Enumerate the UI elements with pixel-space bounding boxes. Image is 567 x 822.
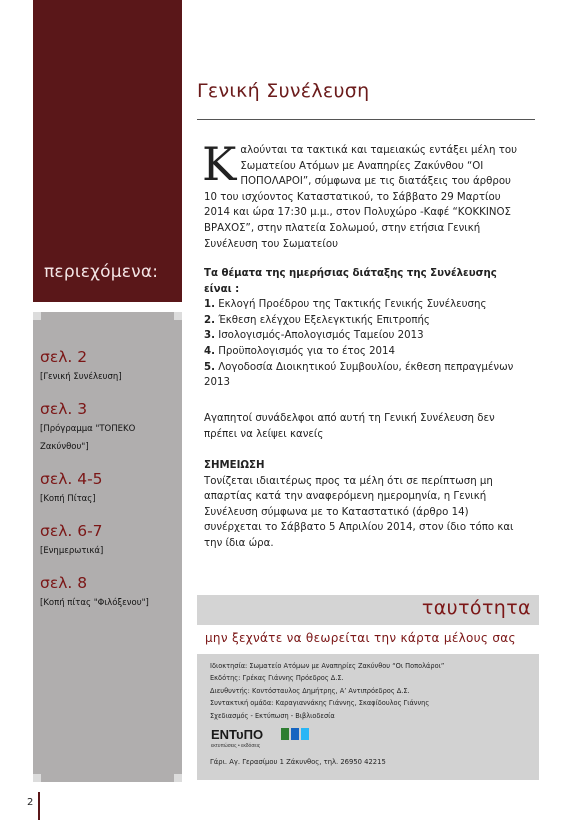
credit-line: Ιδιοκτησία: Σωματείο Ατόμων με Αναπηρίες Ζακύνθου “Οι Ποπολάροι”	[210, 662, 445, 670]
agenda-number: 3.	[204, 330, 215, 342]
agenda-number: 1.	[204, 299, 215, 311]
identity-subtitle: μην ξεχνάτε να θεωρείται την κάρτα μέλους σας	[205, 631, 516, 645]
printer-address: Γάρι. Αγ. Γερασίμου 1 Ζάκυνθος, τηλ. 26950 42215	[210, 758, 386, 766]
toc-description: [Κοπή Πίτας]	[40, 494, 96, 504]
credits-list	[210, 660, 530, 722]
page-number: 2	[27, 797, 34, 808]
toc-description: [Κοπή πίτας "Φιλόξενου"]	[40, 598, 149, 608]
toc-item[interactable]	[40, 522, 178, 560]
toc-item[interactable]	[40, 574, 178, 612]
article-intro	[202, 137, 518, 252]
toc-page-number: σελ. 6-7	[40, 522, 103, 540]
agenda-item	[204, 328, 522, 344]
agenda-item	[204, 344, 522, 360]
identity-title: ταυτότητα	[421, 597, 531, 619]
toc-item[interactable]	[40, 348, 178, 386]
closing-paragraph: Αγαπητοί συνάδελφοι από αυτή τη Γενική Συνέλευση δεν πρέπει να λείψει κανείς	[204, 413, 495, 440]
agenda-text: Ισολογισμός-Απολογισμός Ταμείου 2013	[214, 330, 424, 342]
printer-logo	[211, 726, 321, 748]
note-block	[204, 458, 522, 552]
article-title: Γενική Συνέλευση	[197, 80, 370, 102]
title-divider	[197, 119, 535, 120]
agenda-text: Προϋπολογισμός για το έτος 2014	[214, 345, 396, 357]
toc-description: [Πρόγραμμα "ΤΟΠΕΚΟ Ζακύνθου"]	[40, 424, 136, 452]
agenda-number: 2.	[204, 314, 215, 326]
logo-wordmark: ΕΝΤυΠΟ	[211, 727, 264, 742]
panel-corner	[33, 312, 41, 320]
agenda-heading: Τα θέματα της ημερήσιας διάταξης της Συνέλευσης είναι :	[204, 268, 497, 295]
toc-list	[40, 348, 178, 626]
panel-corner	[174, 312, 182, 320]
agenda-text: Εκλογή Προέδρου της Τακτικής Γενικής Συνέλευσης	[214, 299, 487, 311]
note-heading: ΣΗΜΕΙΩΣΗ	[204, 460, 265, 471]
intro-text: αλούνται τα τακτικά και ταμειακώς εντάξει μέλη του Σωματείου Ατόμων με Αναπηρίες Ζακύνθου “ΟΙ ΠΟΠΟΛΑΡΟΙ”, σύμφωνα με τις διατάξεις του άρθρου 10 του ισχύοντος Καταστατικού, το Σάββατο 29 Μαρτίου 2014 και ώρα 17:30 μ.μ., στον Πολυχώρο -Καφέ “ΚΟΚΚΙΝΟΣ ΒΡΑΧΟΣ”, στην πλατεία Σολωμού, στην ετήσια Γενική Συνέλευση του Σωματείου	[204, 145, 517, 250]
drop-cap: Κ	[202, 137, 237, 191]
agenda-text: Λογοδοσία Διοικητικού Συμβουλίου, έκθεση πεπραγμένων 2013	[204, 361, 514, 389]
credit-line: Εκδότης: Γρέκας Γιάννης Πρόεδρος Δ.Σ.	[210, 674, 344, 683]
logo-caption: εκτυπώσεις • εκδόσεις	[211, 743, 261, 748]
toc-page-number: σελ. 8	[40, 574, 88, 592]
agenda-item	[204, 297, 522, 313]
toc-item[interactable]	[40, 400, 178, 456]
agenda-number: 5.	[204, 361, 215, 373]
page-number-bar	[38, 792, 40, 820]
agenda-item	[204, 313, 522, 329]
toc-page-number: σελ. 2	[40, 348, 88, 366]
printer-logo-graphic	[211, 726, 321, 748]
toc-description: [Ενημερωτικά]	[40, 546, 104, 556]
credit-line: Σχεδιασμός - Εκτύπωση - Βιβλιοδεσία	[210, 711, 335, 720]
contents-heading: περιεχόμενα:	[44, 262, 159, 282]
toc-page-number: σελ. 4-5	[40, 470, 103, 488]
note-text: Τονίζεται ιδιαιτέρως προς τα μέλη ότι σε περίπτωση μη απαρτίας κατά την αναφερόμενη ημερομηνία, η Γενική Συνέλευση σύμφωνα με το Καταστατικό (άρθρο 14) συνέρχεται το Σάββατο 5 Απριλίου 2014, στον ίδιο τόπο και την ίδια ώρα.	[204, 475, 514, 549]
agenda	[204, 266, 522, 391]
identity-band	[197, 595, 539, 625]
panel-corner	[33, 774, 41, 782]
sidebar-header-block	[33, 0, 182, 302]
toc-page-number: σελ. 3	[40, 400, 88, 418]
agenda-number: 4.	[204, 345, 215, 357]
toc-description: [Γενική Συνέλευση]	[40, 372, 122, 382]
agenda-text: Έκθεση ελέγχου Εξελεγκτικής Επιτροπής	[214, 314, 430, 326]
credit-line: Συντακτική ομάδα: Καραγιαννάκης Γιάννης, Σκαφίδουλος Γιάννης	[210, 699, 430, 708]
toc-item[interactable]	[40, 470, 178, 508]
agenda-item	[204, 360, 522, 391]
credit-line: Διευθυντής: Κοντόσταυλος Δημήτρης, Α’ Αντιπρόεδρος Δ.Σ.	[210, 686, 410, 695]
panel-corner	[174, 774, 182, 782]
